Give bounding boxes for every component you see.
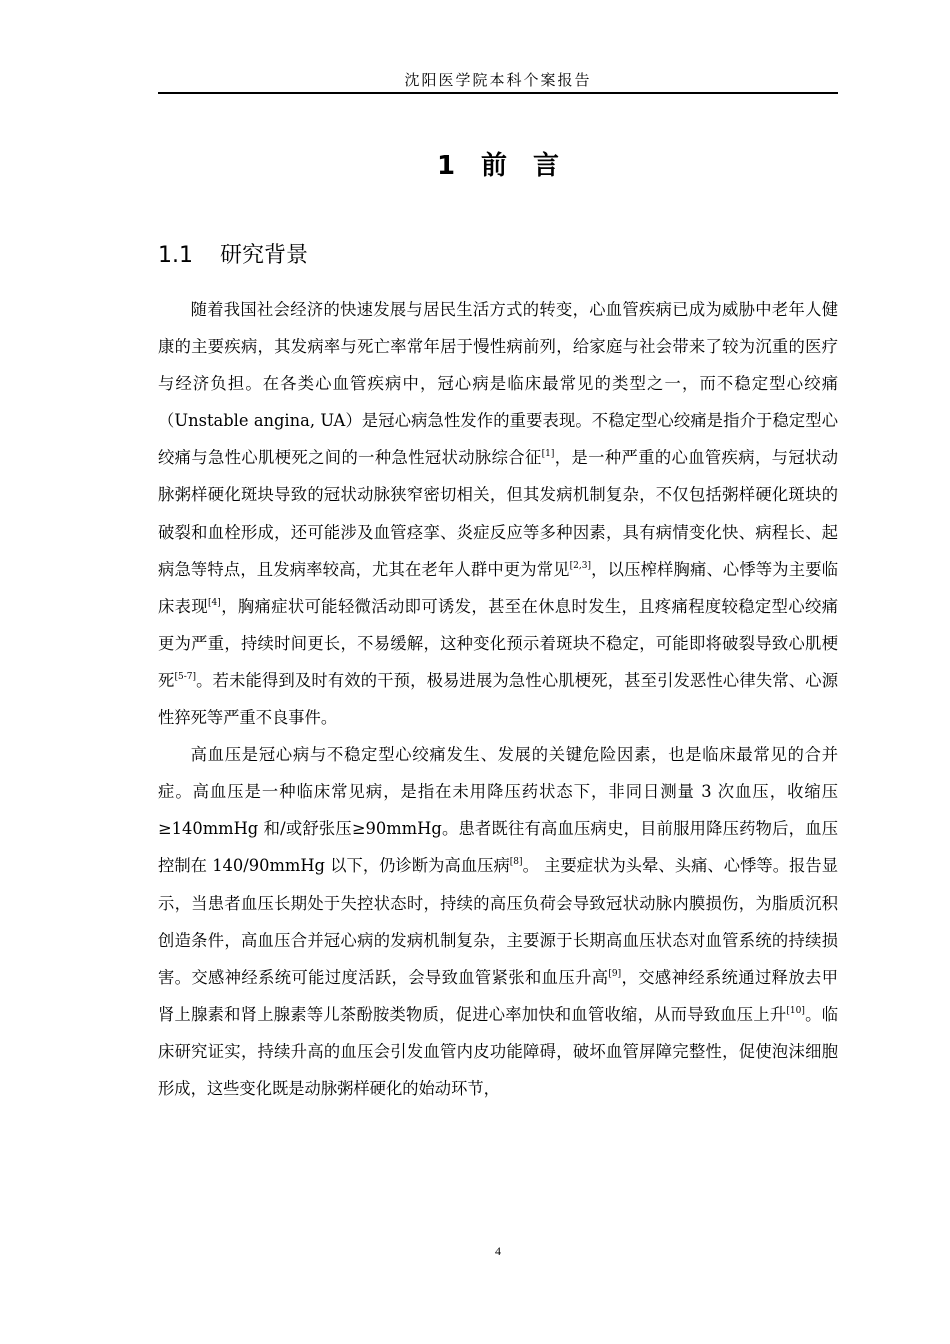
paragraph-2 <box>158 736 838 1107</box>
header-rule <box>158 92 838 94</box>
citation-ref: [10] <box>786 1005 805 1016</box>
paragraph-1 <box>158 291 838 736</box>
section-number: 1.1 <box>158 243 193 268</box>
citation-ref: [4] <box>208 597 221 608</box>
chapter-title <box>158 148 838 184</box>
section-heading <box>158 240 308 272</box>
text-run: 。 主要症状为头晕、头痛、心悸等。报告显示，当患者血压长期处于失控状态时，持续的高压负荷会导致冠状动脉内膜损伤，为脂质沉积创造条件，高血压合并冠心病的发病机制复杂，主要源于长期高血压状态对血管系统的持续损害。交感神经系统可能过度活跃，会导致血管紧张和血压升高 <box>158 856 838 987</box>
text-run: ，是一种严重的心血管疾病，与冠状动脉粥样硬化斑块导致的冠状动脉狭窄密切相关，但其发病机制复杂，不仅包括粥样硬化斑块的破裂和血栓形成，还可能涉及血管痉挛、炎症反应等多种因素，具有病情变化快、病程长、起病急等特点，且发病率较高，尤其在老年人群中更为常见 <box>158 448 838 579</box>
page-number: 4 <box>495 1244 501 1258</box>
chapter-title-char-2: 言 <box>533 151 560 181</box>
body-text <box>158 291 838 1107</box>
section-title: 研究背景 <box>220 243 309 268</box>
text-run: ，以压榨样胸痛、心悸等为主要临床表现 <box>158 559 838 616</box>
text-run: 随着我国社会经济的快速发展与居民生活方式的转变，心血管疾病已成为威胁中老年人健康的主要疾病，其发病率与死亡率常年居于慢性病前列，给家庭与社会带来了较为沉重的医疗与经济负担。在各类心血管疾病中，冠心病是临床最常见的类型之一，而不稳定型心绞痛（Unstable angina, UA）是冠心病急性发作的重要表现。不稳定型心绞痛是指介于稳定型心绞痛与急性心肌梗死之间的一种急性冠状动脉综合征 <box>158 300 838 468</box>
citation-ref: [9] <box>608 968 622 979</box>
chapter-title-char-1: 前 <box>481 151 508 181</box>
text-run: ，交感神经系统通过释放去甲肾上腺素和肾上腺素等儿茶酚胺类物质，促进心率加快和血管收缩，从而导致血压上升 <box>158 967 838 1024</box>
citation-ref: [8] <box>509 857 523 868</box>
citation-ref: [1] <box>541 449 555 460</box>
citation-ref: [5-7] <box>174 671 196 682</box>
text-run: ，胸痛症状可能轻微活动即可诱发，甚至在休息时发生，且疼痛程度较稳定型心绞痛更为严重，持续时间更长，不易缓解，这种变化预示着斑块不稳定，可能即将破裂导致心肌梗死 <box>158 596 838 690</box>
text-run: 。若未能得到及时有效的干预，极易进展为急性心肌梗死，甚至引发恶性心律失常、心源性猝死等严重不良事件。 <box>158 670 838 728</box>
chapter-number: 1 <box>436 151 456 181</box>
running-header: 沈阳医学院本科个案报告 <box>404 71 592 89</box>
text-run: 高血压是冠心病与不稳定型心绞痛发生、发展的关键危险因素，也是临床最常见的合并症。高血压是一种临床常见病，是指在未用降压药状态下，非同日测量 3 次血压，收缩压≥140mmHg 和/或舒张压≥90mmHg。患者既往有高血压病史，目前服用降压药物后，血压控制在 140/90mmHg 以下，仍诊断为高血压病 <box>158 745 838 876</box>
text-run: 。临床研究证实，持续升高的血压会引发血管内皮功能障碍，破坏血管屏障完整性，促使泡沫细胞形成，这些变化既是动脉粥样硬化的始动环节， <box>158 1004 838 1098</box>
citation-ref: [2,3] <box>569 560 591 571</box>
